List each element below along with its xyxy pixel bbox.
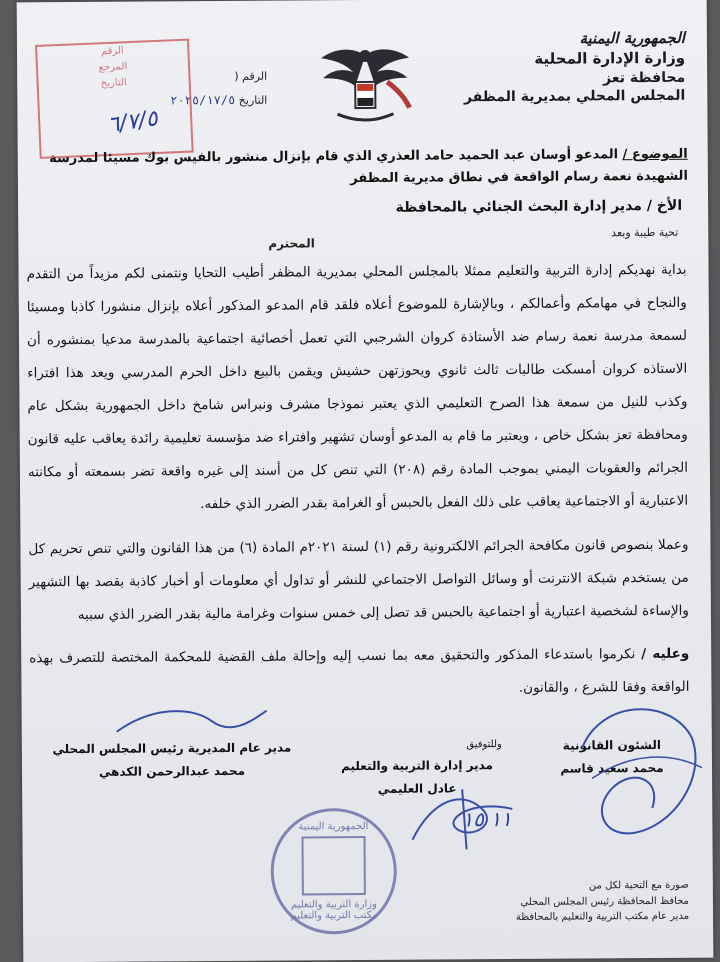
seal-middle-text: وزارة التربية والتعليم [290,898,377,911]
signature-council-title: مدير عام المديرية رئيس المجلس المحلي [52,740,292,757]
copies-heading: صورة مع التحية لكل من [588,879,689,892]
letterhead [425,28,686,108]
header-governorate: محافظة تعز [603,69,686,86]
council-signature-scribble-icon [112,701,272,742]
legal-signature-scribble-icon [561,688,712,849]
header-council: المجلس المحلي بمديرية المظفر [463,88,686,106]
header-ministry: وزارة الإدارة المحلية [534,49,686,69]
body-paragraph-2: وعملا بنصوص قانون مكافحة الجرائم الالكترونية رقم (١) لسنة ٢٠٢١م المادة (٦) من هذا القانون والتي تنص تحريم كل من يستخدم شبكة الانترنت أو وسائل التواصل الاجتماعي للنشر أو تداول أي معلومات أو أخبار كاذبة بقصد بها التشهير والإساءة لشخصية اعتبارية أو اجتماعية بالحبس قد تصل إلى خمس سنوات وغرامة مالية بقدر الضرر الذي سببه [28,536,689,623]
reference-number-label: الرقم ( [234,69,268,83]
stamp-line-reference: المرجع [98,61,128,74]
body-conclusion-label: وعليه / [641,645,690,662]
official-seal [270,808,397,935]
subject-line [48,144,688,193]
signature-education-title: مدير إدارة التربية والتعليم [341,758,493,774]
body-conclusion-text: نكرموا باستدعاء المذكور والتحقيق معه بما نسب إليه وإحالة ملف القضية للمحكمة المختصة للتصرف بهذه الواقعة وفقا للشرع ، والقانون. [29,645,690,696]
letter-body [26,254,689,708]
signature-council-name: محمد عبدالرحمن الكدهي [98,763,246,779]
signature-legal-title: الشئون القانونية [562,737,661,753]
seal-emblem-icon [301,836,365,895]
copies-list [499,878,689,926]
subject-text: المدعو أوسان عبد الحميد حامد العذري الذي قام بإنزال منشور بالفيس بوك مسيئا لمدرسة الشهيدة نعمة رسام الواقعة في نطاق مديرية المظفر [48,147,688,187]
seal-bottom-text: مكتب التربية والتعليم [290,909,378,922]
document-page [17,0,714,962]
stamp-line-number: الرقم [100,45,124,58]
signature-education-name: عادل العليمي [377,781,457,796]
handwritten-mark: ١١ ١٥ [462,806,512,832]
addressee: الأخ / مدير إدارة البحث الجنائي بالمحافظة [395,197,683,216]
header-republic: الجمهورية اليمنية [579,28,685,48]
body-paragraph-1: بداية نهديكم إدارة التربية والتعليم ممثلا بالمجلس المحلي بمديرية المظفر أطيب التحايا ونتمنى لكم مزيداً من التقدم والنجاح في مهامكم وأعمالكم ، وبالإشارة للموضوع أعلاه فلقد قام المدعو المذكور أعلاه بإنزال منشورا كاذبا ومسيئا لسمعة مدرسة نعمة رسام ضد الأستاذة كروان الشرجبي التي تعمل أخصائية اجتماعية بالمدرسة مدعيا بمنشوره أن الاستاذه كروان أمسكت طالبات ثالث ثانوي ويحوزتهن حشيش ويقمن بالبيع داخل الحرم المدرسي ويعد هذا افتراء وكذب للنيل من سمعة هذا الصرح التعليمي الذي يعتبر نموذجا مشرف ونبراس شامخ داخل الجمهورية بشكل عام ومحافظة تعز بشكل خاص ، ويعتبر ما قام به المدعو أوسان تشهير وافتراء ضد مؤسسة تعليمية رائدة يعاقب عليه قانون الجرائم والعقوبات اليمني بموجب المادة رقم (٢٠٨) التي تنص كل من أسند إلى غيره واقعة تضر بسمعته أو مكانته الاعتبارية أو الاجتماعية يعاقب على ذلك الفعل بالحبس أو الغرامة بقدر الضرر الذي خلفه. [26,261,689,513]
copies-recipient-2: مدير عام مكتب التربية والتعليم بالمحافظة [515,910,690,923]
signature-council [52,737,292,784]
copies-recipient-1: محافظ المحافظة رئيس المجلس المحلي [520,895,689,908]
reference-date-label: التاريخ [238,93,268,107]
greeting: تحية طيبة وبعد [611,225,679,240]
eagle-emblem-icon [317,38,414,129]
stamp-line-date: التاريخ [100,77,127,90]
reference-date-value: ٢٠٢٥/١٧/٥ [170,92,236,108]
stamp-handwritten-number: ٦/٧/٥ [105,106,160,139]
honorific: المحترم [268,236,315,251]
subject-label: الموضوع / [622,146,688,163]
incoming-stamp [35,39,194,159]
seal-top-text: الجمهورية اليمنية [298,820,369,833]
signature-education-note: وللتوفيق [466,739,502,751]
signature-legal-name: محمد سعيد قاسم [560,760,664,776]
